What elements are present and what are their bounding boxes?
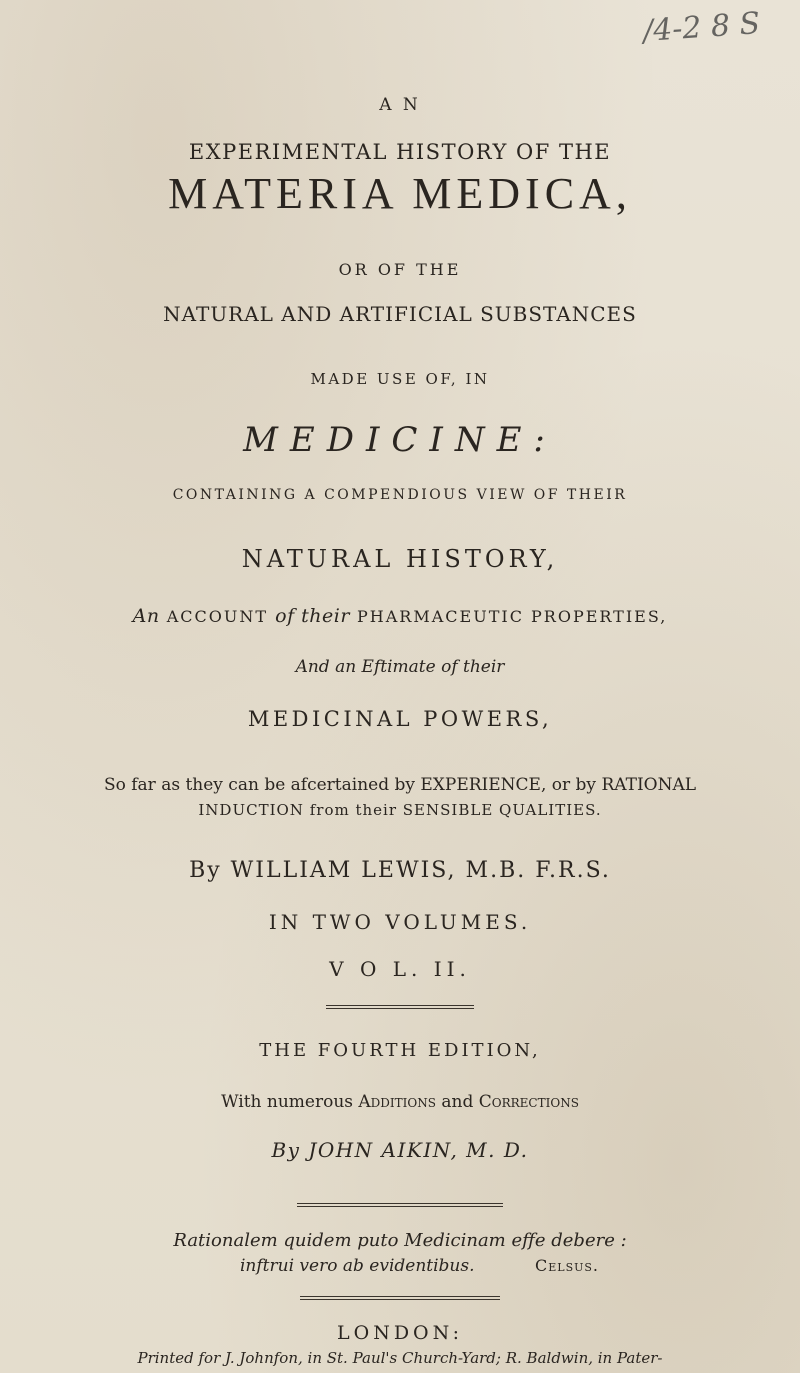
title-line-induction [0,801,800,819]
divider-rule [297,1203,503,1207]
epigraph-text: inftrui vero ab evidentibus. [240,1256,475,1276]
title-line-experimental: EXPERIMENTAL HISTORY OF THE [188,140,612,164]
volume-number: V O L. II. [329,957,471,981]
title-natural-history: NATURAL HISTORY, [241,545,559,573]
corrections-word: Corrections [478,1092,579,1112]
title-medicinal-powers: MEDICINAL POWERS, [247,707,553,731]
title-line-estimate: And an Eftimate of their [295,657,505,677]
or-by-text: or by [551,775,597,795]
induction-word: INDUCTION [198,801,304,819]
rational-word: RATIONAL [601,775,697,795]
title-line-account [0,605,800,627]
title-materia-medica: MATERIA MEDICA, [168,169,632,218]
and-text: and [441,1092,474,1112]
account-prefix: An [132,605,160,627]
title-line-or-of-the: OR OF THE [338,260,462,279]
pharmaceutic-properties: PHARMACEUTIC PROPERTIES, [357,607,668,626]
epigraph-line-1: Rationalem quidem puto Medicinam effe debere : [173,1230,627,1251]
experience-word: EXPERIENCE, [420,775,547,795]
edition-line: THE FOURTH EDITION, [259,1040,541,1061]
imprint-printed-for [0,1349,800,1367]
author-line: By WILLIAM LEWIS, M.B. F.R.S. [189,858,611,883]
divider-rule [300,1296,500,1300]
additions-line [0,1092,800,1112]
account-word: ACCOUNT [166,607,269,626]
from-their-text: from their [309,801,397,819]
handwritten-annotation: /4-2 8 S [641,5,762,50]
additions-word: Additions [358,1092,436,1112]
article-an: A N [379,95,421,115]
volumes-line: IN TWO VOLUMES. [268,910,532,934]
editor-line: By JOHN AIKIN, M. D. [271,1138,529,1162]
title-medicine: MEDICINE: [243,420,557,460]
account-of-their: of their [275,605,350,627]
divider-rule [326,1005,474,1009]
title-line-containing: CONTAINING A COMPENDIOUS VIEW OF THEIR [172,487,628,503]
imprint-city: LONDON: [337,1322,463,1344]
sensible-qualities: SENSIBLE QUALITIES. [402,801,602,819]
title-line-so-far [0,775,800,795]
with-numerous-text: With numerous [221,1092,353,1112]
epigraph-author: Celsus. [535,1256,600,1275]
so-far-text: So far as they can be afcertained by [103,775,415,795]
title-line-substances: NATURAL AND ARTIFICIAL SUBSTANCES [163,302,637,326]
printed-line: Printed for J. Johnfon, in St. Paul's Church-Yard; R. Baldwin, in Pater- [137,1349,663,1367]
title-line-made-use: MADE USE OF, IN [310,370,490,388]
